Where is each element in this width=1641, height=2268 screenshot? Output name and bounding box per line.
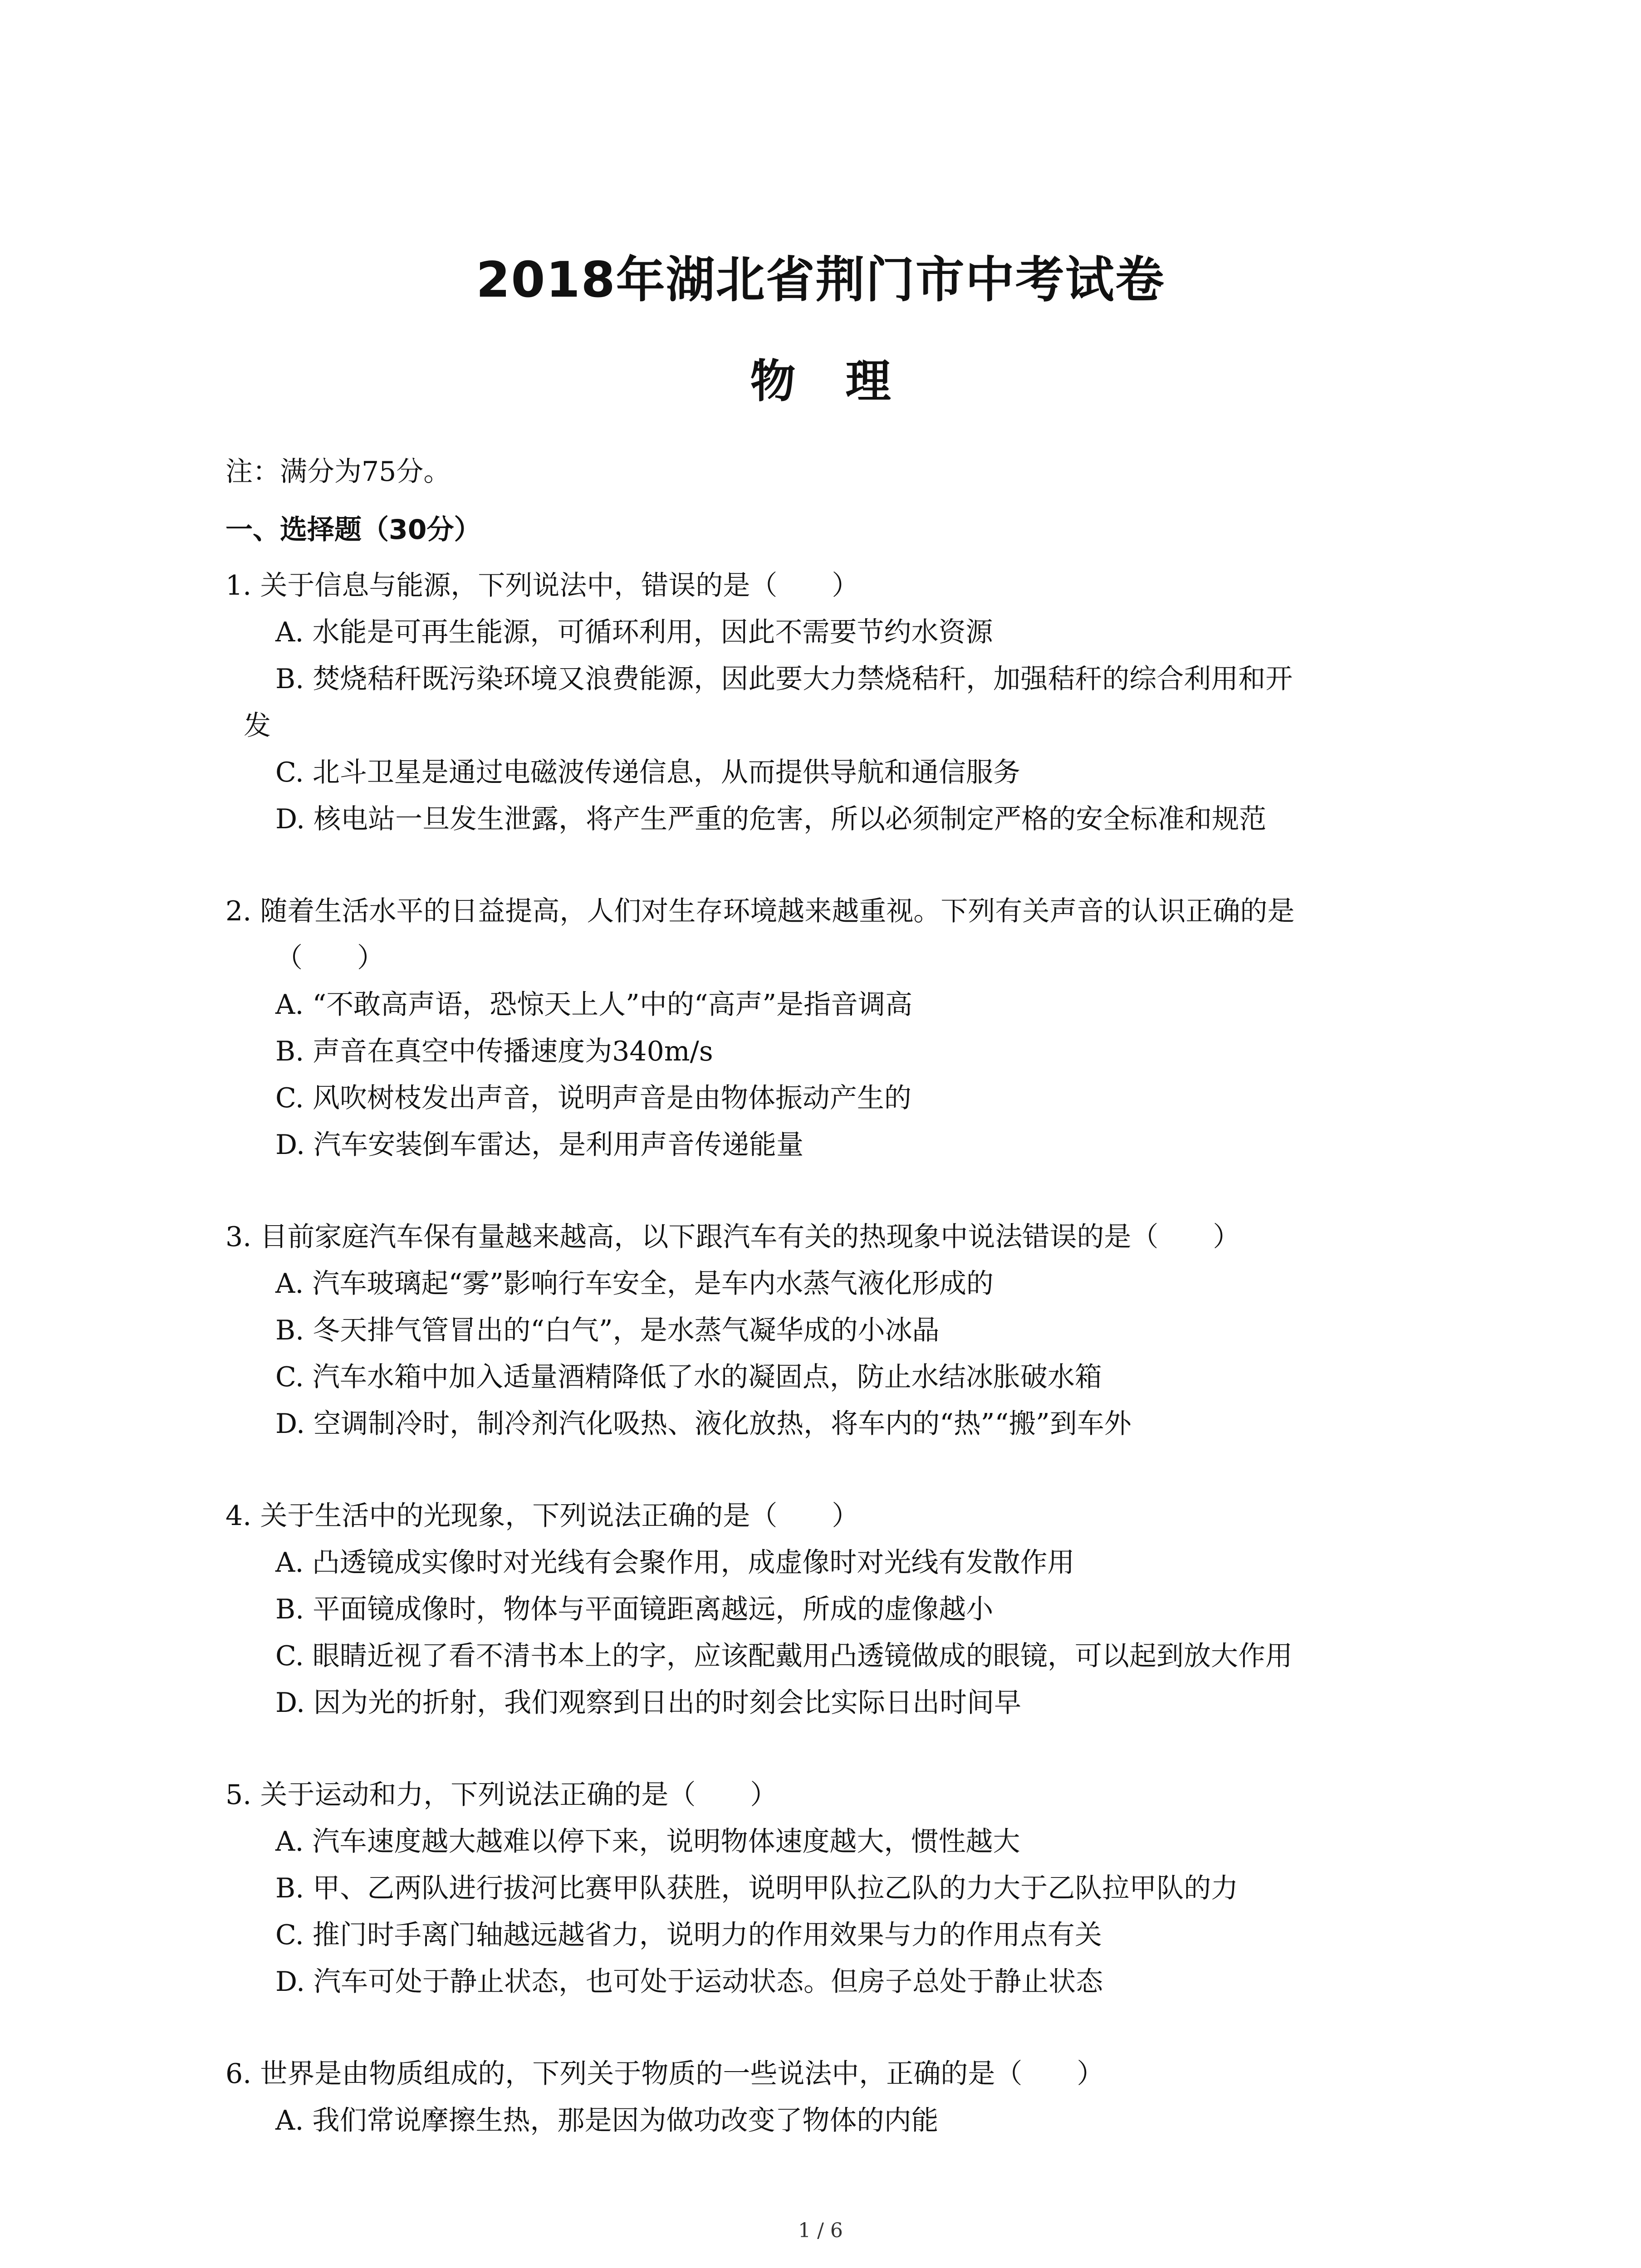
question-6 [225, 2051, 1432, 2144]
option-c: C. 眼睛近视了看不清书本上的字，应该配戴用凸透镜做成的眼镜，可以起到放大作用 [275, 1640, 1293, 1672]
question-2 [225, 888, 1432, 1168]
exam-title: 2018年湖北省荆门市中考试卷 [476, 252, 1165, 308]
option-d: D. 汽车可处于静止状态，也可处于运动状态。但房子总处于静止状态 [275, 1966, 1103, 1998]
option-continued: 发 [244, 710, 271, 742]
question-4 [225, 1493, 1432, 1726]
question-stem: 1. 关于信息与能源，下列说法中，错误的是（ ） [225, 570, 859, 601]
option-c: C. 推门时手离门轴越远越省力，说明力的作用效果与力的作用点有关 [275, 1919, 1102, 1951]
option-c: C. 风吹树枝发出声音，说明声音是由物体振动产生的 [275, 1082, 911, 1114]
option-a: A. 我们常说摩擦生热，那是因为做功改变了物体的内能 [275, 2105, 939, 2136]
option-b: B. 甲、乙两队进行拔河比赛甲队获胜，说明甲队拉乙队的力大于乙队拉甲队的力 [275, 1872, 1239, 1904]
option-a: A. 凸透镜成实像时对光线有会聚作用，成虚像时对光线有发散作用 [275, 1547, 1075, 1579]
option-c: C. 汽车水箱中加入适量酒精降低了水的凝固点，防止水结冰胀破水箱 [275, 1361, 1102, 1393]
option-c: C. 北斗卫星是通过电磁波传递信息，从而提供导航和通信服务 [275, 757, 1020, 788]
option-a: A. 水能是可再生能源，可循环利用，因此不需要节约水资源 [275, 616, 993, 648]
option-d: D. 空调制冷时，制冷剂汽化吸热、液化放热，将车内的“热”“搬”到车外 [275, 1408, 1132, 1440]
question-stem: 2. 随着生活水平的日益提高，人们对生存环境越来越重视。下列有关声音的认识正确的是 [225, 895, 1295, 927]
option-a: A. “不敢高声语，恐惊天上人”中的“高声”是指音调高 [275, 989, 913, 1021]
question-stem: 6. 世界是由物质组成的，下列关于物质的一些说法中，正确的是（ ） [225, 2058, 1104, 2090]
section-title: 一、选择题（30分） [225, 514, 481, 546]
question-5 [225, 1772, 1432, 2005]
option-d: D. 核电站一旦发生泄露，将产生严重的危害，所以必须制定严格的安全标准和规范 [275, 803, 1267, 835]
question-stem-continued: （ ） [275, 942, 384, 974]
option-a: A. 汽车速度越大越难以停下来，说明物体速度越大，惯性越大 [275, 1826, 1020, 1857]
option-b: B. 声音在真空中传播速度为340m/s [275, 1036, 713, 1067]
question-list [225, 562, 1432, 2190]
question-stem: 5. 关于运动和力，下列说法正确的是（ ） [225, 1779, 778, 1811]
question-stem: 3. 目前家庭汽车保有量越来越高，以下跟汽车有关的热现象中说法错误的是（ ） [225, 1221, 1240, 1253]
question-stem: 4. 关于生活中的光现象，下列说法正确的是（ ） [225, 1500, 859, 1532]
question-3 [225, 1214, 1432, 1447]
option-a: A. 汽车玻璃起“雾”影响行车安全，是车内水蒸气液化形成的 [275, 1268, 994, 1300]
page-number: 1 / 6 [798, 2219, 843, 2242]
option-d: D. 汽车安装倒车雷达，是利用声音传递能量 [275, 1129, 804, 1161]
question-1 [225, 562, 1432, 843]
subject-title: 物理 [750, 355, 941, 408]
score-note: 注：满分为75分。 [225, 456, 451, 488]
option-d: D. 因为光的折射，我们观察到日出的时刻会比实际日出时间早 [275, 1687, 1022, 1719]
option-b: B. 冬天排气管冒出的“白气”，是水蒸气凝华成的小冰晶 [275, 1315, 940, 1346]
option-b: B. 平面镜成像时，物体与平面镜距离越远，所成的虚像越小 [275, 1593, 994, 1625]
option-b: B. 焚烧秸秆既污染环境又浪费能源，因此要大力禁烧秸秆，加强秸秆的综合利用和开 [275, 663, 1293, 695]
